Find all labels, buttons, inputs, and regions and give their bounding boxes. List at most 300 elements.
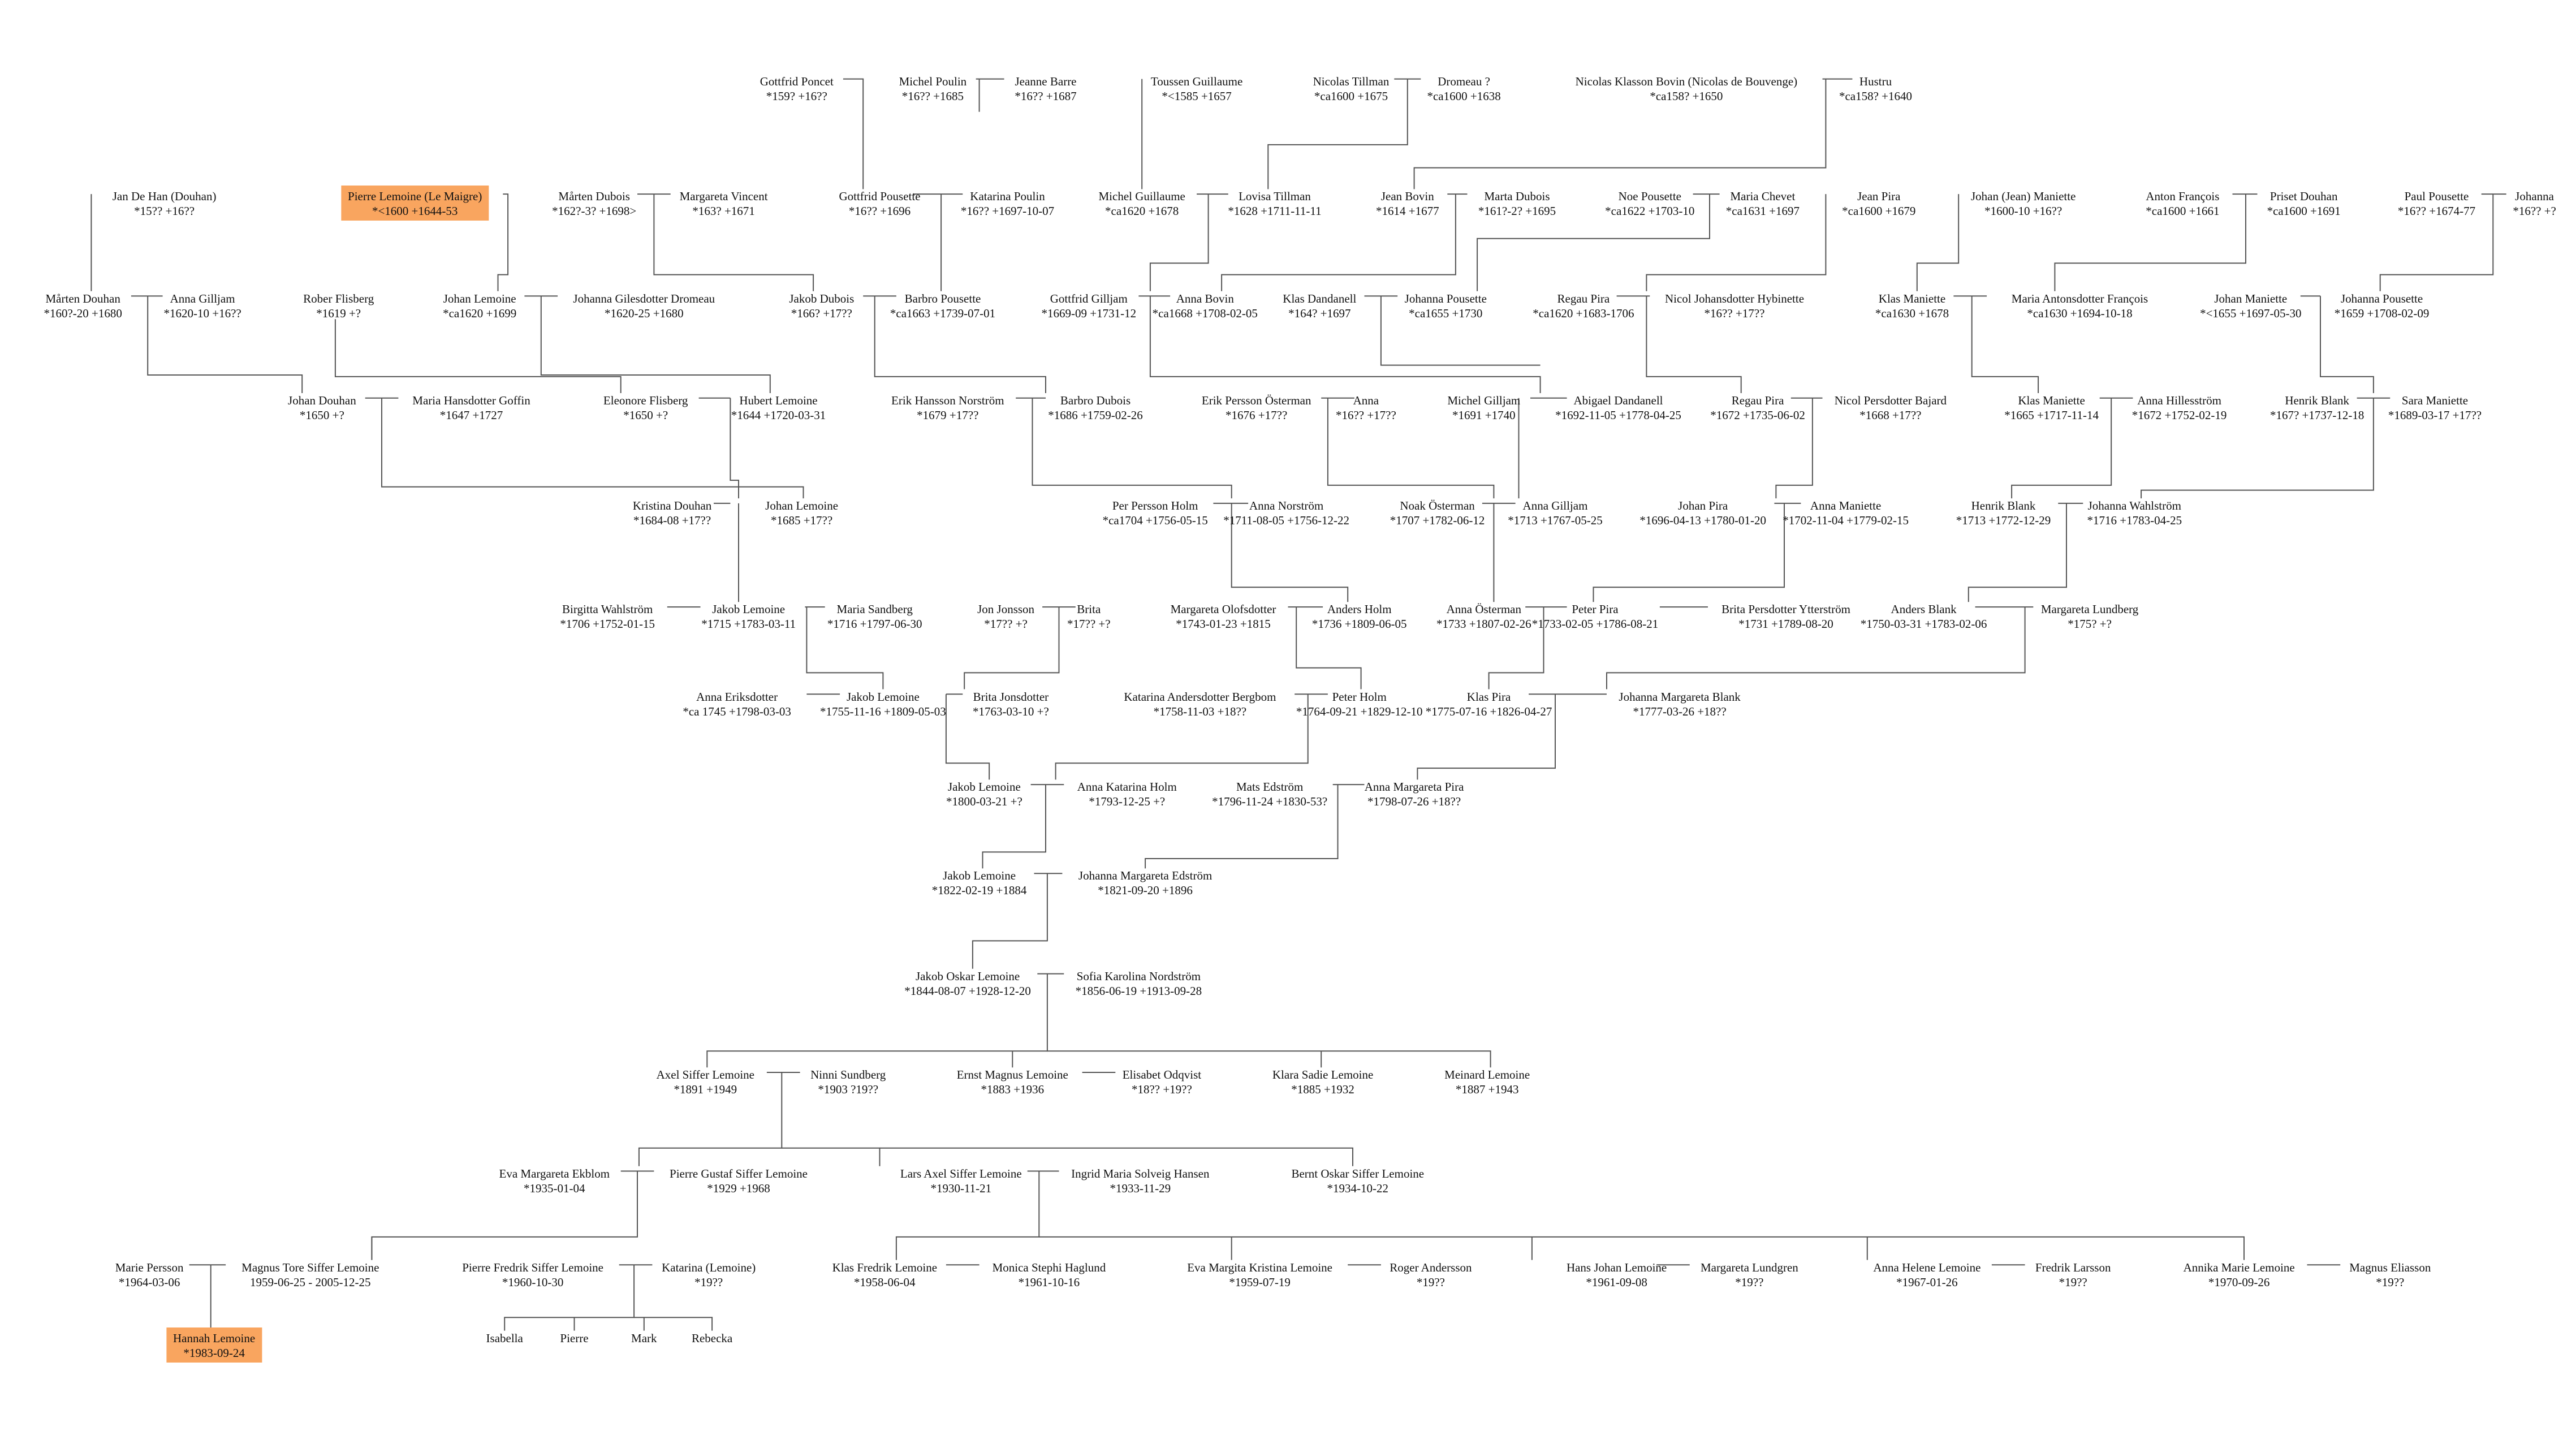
person-ernst-magnus [957, 1067, 1068, 1097]
person-name: Johanna Gilesdotter Dromeau [573, 291, 715, 305]
person-dates: *175? +? [2068, 617, 2112, 631]
person-axel-siffer [657, 1067, 754, 1097]
person-name: Birgitta Wahlström [562, 602, 653, 617]
person-dates: *1798-07-26 +18?? [1367, 795, 1461, 809]
person-barbro-dubois [1048, 393, 1143, 423]
person-erik-norstrom [891, 393, 1004, 423]
person-name: Anna Gilljam [1522, 499, 1588, 513]
connector-line [1047, 1051, 1491, 1067]
person-dates: *ca1600 +1679 [1842, 204, 1916, 218]
person-dates: *<1655 +1697-05-30 [2200, 306, 2302, 320]
person-dates: *<1585 +1657 [1162, 89, 1232, 103]
person-name: Johan Pira [1678, 499, 1728, 513]
person-name: Erik Hansson Norström [891, 394, 1004, 407]
person-birgitta-wahlstrom [560, 602, 655, 631]
person-dates: *ca1620 +1699 [443, 306, 517, 320]
person-johanna-edstrom [1078, 868, 1212, 898]
person-dates: *1647 +1727 [439, 408, 503, 422]
person-name: Anna Gilljam [170, 291, 235, 305]
person-lovisa-tillman [1228, 189, 1321, 218]
person-name: Elisabet Odqvist [1122, 1068, 1202, 1082]
person-dates: *ca1600 +1691 [2267, 204, 2341, 218]
person-name: Mårten Dubois [558, 189, 630, 204]
person-dates: *1733 +1807-02-26 [1436, 617, 1531, 631]
person-name: Regau Pira [1557, 291, 1610, 305]
person-dates: *1934-10-22 [1327, 1181, 1389, 1195]
person-name: Katarina Poulin [970, 189, 1045, 204]
person-name: Maria Sandberg [836, 602, 913, 617]
person-paul-pousette [2398, 189, 2475, 218]
person-abigael-dandanell [1555, 393, 1681, 423]
person-dates: *1731 +1789-08-20 [1738, 617, 1833, 631]
person-anders-holm [1312, 602, 1407, 631]
person-dates: *161?-2? +1695 [1478, 204, 1556, 218]
person-magnus-tore [241, 1260, 379, 1290]
person-jean-bovin [1376, 189, 1439, 218]
person-dates: *1650 +? [623, 408, 668, 422]
person-name: Brita Jonsdotter [973, 689, 1049, 704]
person-dates: *1958-06-04 [854, 1275, 916, 1289]
person-name: Anna Hillesström [2137, 394, 2221, 407]
person-name: Mark [631, 1331, 657, 1345]
person-dates: *1686 +1759-02-26 [1048, 408, 1143, 422]
person-name: Monica Stephi Haglund [992, 1260, 1106, 1274]
person-katarina-poulin [961, 189, 1054, 218]
person-name: Michel Gilljam [1447, 394, 1521, 407]
person-name: Jeanne Barre [1015, 74, 1077, 88]
person-dates: *ca1668 +1708-02-05 [1152, 306, 1258, 320]
person-name: Bernt Oskar Siffer Lemoine [1291, 1166, 1425, 1180]
person-name: Annika Marie Lemoine [2183, 1260, 2295, 1274]
person-name: Priset Douhan [2269, 189, 2338, 204]
person-name: Jon Jonsson [977, 602, 1035, 617]
person-name: Klara Sadie Lemoine [1272, 1068, 1374, 1082]
person-jeanne-barre [1015, 74, 1076, 104]
person-hans-johan [1567, 1260, 1667, 1290]
person-name: Nicolas Klasson Bovin (Nicolas de Bouvenge) [1575, 74, 1798, 88]
person-dates: *1822-02-19 +1884 [931, 883, 1027, 898]
person-name: Gottfrid Poncet [760, 74, 834, 88]
connector-line [1917, 194, 1958, 291]
person-name: Magnus Eliasson [2349, 1260, 2431, 1274]
person-lars-axel [900, 1166, 1022, 1196]
person-name: Magnus Tore Siffer Lemoine [241, 1260, 379, 1274]
person-name: Klas Pira [1466, 689, 1511, 704]
person-elisabet-odqvist [1123, 1067, 1201, 1097]
person-name: Ernst Magnus Lemoine [956, 1068, 1068, 1082]
person-dates: *164? +1697 [1288, 306, 1351, 320]
person-dates: *1684-08 +17?? [633, 514, 711, 528]
person-maria-sandberg [827, 602, 922, 631]
person-johan-lemoine-old [443, 291, 516, 321]
person-name: Erik Persson Österman [1201, 394, 1311, 407]
person-name: Johanna Margareta Blank [1619, 689, 1741, 704]
person-name: Peter Holm [1332, 689, 1387, 704]
person-name: Eva Margita Kristina Lemoine [1187, 1260, 1332, 1274]
person-brita-ytterstrom [1721, 602, 1850, 631]
person-dates: *1702-11-04 +1779-02-15 [1783, 514, 1909, 528]
person-meinard [1444, 1067, 1530, 1097]
person-dates: *1960-10-30 [502, 1275, 564, 1289]
person-bernt-oskar [1291, 1166, 1424, 1196]
person-dates: *1711-08-05 +1756-12-22 [1223, 514, 1349, 528]
person-dromeau [1427, 74, 1500, 104]
person-kristina-douhan [633, 498, 711, 528]
person-name: Anna Helene Lemoine [1873, 1260, 1981, 1274]
person-name: Margareta Vincent [679, 189, 768, 204]
person-magnus-eliasson [2349, 1260, 2431, 1290]
person-dates: *159? +16?? [766, 89, 827, 103]
person-name: Johanna [2515, 189, 2554, 204]
person-anton-francois [2146, 189, 2219, 218]
person-dates: *1665 +1717-11-14 [2004, 408, 2099, 422]
person-michel-poulin [899, 74, 967, 104]
person-anna-helene [1873, 1260, 1980, 1290]
person-name: Marta Dubois [1484, 189, 1550, 204]
person-hubert-lemoine [731, 393, 826, 423]
person-anna-norstrom [1223, 498, 1349, 528]
person-name: Anna Katarina Holm [1077, 780, 1177, 794]
person-name: Jakob Lemoine [943, 869, 1016, 883]
person-gottfrid-gilljam [1042, 291, 1137, 321]
person-dates: *16?? +1687 [1015, 89, 1077, 103]
person-johanna-dromeau [573, 291, 715, 321]
person-dates: *162?-3? +1698> [552, 204, 637, 218]
person-name: Johan Lemoine [443, 291, 516, 305]
person-dates: *1689-03-17 +17?? [2388, 408, 2482, 422]
person-johanna-top [2513, 189, 2556, 218]
person-name: Brita [1077, 602, 1101, 617]
connector-line [782, 1148, 879, 1166]
person-name: Ninni Sundberg [810, 1068, 886, 1082]
person-dates: *19?? [1735, 1275, 1764, 1289]
person-name: Noak Österman [1400, 499, 1475, 513]
person-dates: *1935-01-04 [524, 1181, 585, 1195]
person-jan-de-han [113, 189, 217, 218]
person-name: Maria Antonsdotter François [2011, 291, 2148, 305]
person-regau-pira-a [1533, 291, 1634, 321]
person-dates: *1764-09-21 +1829-12-10 [1296, 704, 1423, 718]
person-name: Pierre [560, 1331, 589, 1345]
person-dates: *160?-20 +1680 [44, 306, 122, 320]
person-sara-maniette [2388, 393, 2482, 423]
person-dates: *16?? +17?? [1335, 408, 1396, 422]
person-dates: *ca1600 +1661 [2146, 204, 2220, 218]
person-michel-guillaume [1098, 189, 1185, 218]
person-name: Dromeau ? [1438, 74, 1490, 88]
person-name: Gottfrid Pousette [839, 189, 921, 204]
person-name: Katarina Andersdotter Bergbom [1124, 689, 1276, 704]
person-dates: *1959-07-19 [1229, 1275, 1291, 1289]
person-nicolas-bovin [1576, 74, 1798, 104]
person-dates: *19?? [2376, 1275, 2405, 1289]
person-dates: *1933-11-29 [1110, 1181, 1171, 1195]
person-name: Margareta Olofsdotter [1170, 602, 1276, 617]
person-name: Jean Pira [1857, 189, 1901, 204]
person-dates: *1763-03-10 +? [972, 704, 1049, 718]
person-name: Klas Fredrik Lemoine [832, 1260, 938, 1274]
person-sofia-nordstrom [1076, 969, 1202, 998]
person-monica-haglund [993, 1260, 1106, 1290]
person-dates: *1883 +1936 [981, 1083, 1045, 1097]
person-dates: *1707 +1782-06-12 [1390, 514, 1485, 528]
person-dates: *1961-09-08 [1586, 1275, 1647, 1289]
person-annika-marie [2184, 1260, 2295, 1290]
person-anna-bovin [1153, 291, 1258, 321]
person-dates: *1743-01-23 +1815 [1176, 617, 1271, 631]
person-dates: *ca1655 +1730 [1409, 306, 1483, 320]
person-name: Paul Pousette [2404, 189, 2469, 204]
person-dates: *ca158? +1650 [1650, 89, 1723, 103]
person-dates: *1716 +1797-06-30 [827, 617, 922, 631]
person-katarina-lemoine [662, 1260, 756, 1290]
person-rebecka [692, 1331, 732, 1346]
person-dates: *1668 +17?? [1859, 408, 1922, 422]
person-dates: *1970-09-26 [2208, 1275, 2270, 1289]
person-margareta-vincent [680, 189, 768, 218]
person-name: Pierre Lemoine (Le Maigre) [348, 189, 482, 204]
person-name: Meinard Lemoine [1444, 1068, 1530, 1082]
person-dates: *15?? +16?? [134, 204, 195, 218]
person-dates: *ca 1745 +1798-03-03 [683, 704, 791, 718]
person-name: Henrik Blank [2285, 394, 2350, 407]
person-dates: *ca158? +1640 [1839, 89, 1913, 103]
person-pierre-fredrik [462, 1260, 603, 1290]
person-name: Margareta Lundberg [2040, 602, 2139, 617]
person-anna-osterman [1436, 602, 1531, 631]
person-name: Anna [1353, 394, 1379, 407]
person-dates: *1844-08-07 +1928-12-20 [904, 984, 1031, 998]
person-name: Nicol Persdotter Bajard [1834, 394, 1947, 407]
person-per-holm [1103, 498, 1208, 528]
person-maria-francois [2012, 291, 2148, 321]
person-dates: *16?? +17?? [1704, 306, 1765, 320]
person-michel-gilljam [1447, 393, 1520, 423]
person-dates: *16?? +1697-10-07 [960, 204, 1055, 218]
person-name: Mårten Douhan [45, 291, 120, 305]
person-anna-gilljam-b [1508, 498, 1603, 528]
person-rober-flisberg [303, 291, 374, 321]
person-dates: *ca1630 +1694-10-18 [2027, 306, 2133, 320]
person-margareta-olofsdotter [1171, 602, 1276, 631]
person-mark [631, 1331, 657, 1346]
person-eleonore-flisberg [603, 393, 688, 423]
person-name: Johan Douhan [288, 394, 356, 407]
person-dates: *1696-04-13 +1780-01-20 [1639, 514, 1766, 528]
person-dates: *1620-25 +1680 [604, 306, 684, 320]
person-johan-lemoine-b [765, 498, 838, 528]
person-dates: *17?? +? [984, 617, 1028, 631]
person-dates: *1885 +1932 [1291, 1083, 1354, 1097]
person-name: Henrik Blank [1971, 499, 2036, 513]
person-name: Anna Norström [1249, 499, 1324, 513]
person-toussen-guillaume [1151, 74, 1242, 104]
person-name: Jean Bovin [1380, 189, 1434, 204]
person-name: Hans Johan Lemoine [1566, 1260, 1667, 1274]
person-dates: *166? +17?? [791, 306, 852, 320]
person-klas-maniette-a [1875, 291, 1949, 321]
person-peter-pira-a [1532, 602, 1659, 631]
person-name: Abigael Dandanell [1573, 394, 1663, 407]
person-regau-pira-b [1710, 393, 1805, 423]
person-name: Hustru [1859, 74, 1892, 88]
person-dates: *1964-03-06 [118, 1275, 180, 1289]
person-hustru [1839, 74, 1912, 104]
person-dates: *1706 +1752-01-15 [560, 617, 655, 631]
person-name: Michel Poulin [899, 74, 967, 88]
person-dates: *1650 +? [299, 408, 344, 422]
person-dates: *1685 +17?? [770, 514, 833, 528]
person-name: Fredrik Larsson [2035, 1260, 2111, 1274]
person-name: Toussen Guillaume [1150, 74, 1243, 88]
person-dates: *1713 +1772-12-29 [1956, 514, 2051, 528]
person-name: Anna Österman [1446, 602, 1521, 617]
person-pierre-child [560, 1331, 588, 1346]
person-isabella [486, 1331, 523, 1346]
person-dates: *19?? [1416, 1275, 1445, 1289]
person-dates: *1614 +1677 [1376, 204, 1439, 218]
person-dates: *ca1622 +1703-10 [1605, 204, 1695, 218]
person-name: Anders Holm [1327, 602, 1392, 617]
person-johanna-wahlstrom [2087, 498, 2182, 528]
person-name: Noe Pousette [1618, 189, 1681, 204]
person-maria-chevet [1726, 189, 1800, 218]
person-dates: *1736 +1809-06-05 [1311, 617, 1407, 631]
person-name: Eleonore Flisberg [603, 394, 688, 407]
person-johanna-blank [1619, 689, 1740, 719]
person-anna-gilljam-old [163, 291, 241, 321]
person-dates: *<1600 +1644-53 [372, 204, 458, 218]
person-dates: *1758-11-03 +18?? [1153, 704, 1247, 718]
person-anna-holm [1077, 779, 1177, 809]
person-nicol-bajard [1835, 393, 1947, 423]
person-brita [1067, 602, 1111, 631]
person-dates: *1716 +1783-04-25 [2087, 514, 2182, 528]
connector-line [498, 194, 508, 291]
person-name: Gottfrid Gilljam [1050, 291, 1128, 305]
person-name: Ingrid Maria Solveig Hansen [1071, 1166, 1210, 1180]
person-name: Marie Persson [115, 1260, 184, 1274]
person-anna-hillestrom [2132, 393, 2227, 423]
person-dates: *1692-11-05 +1778-04-25 [1555, 408, 1681, 422]
person-dates: *ca1630 +1678 [1875, 306, 1949, 320]
person-klas-fredrik [832, 1260, 937, 1290]
person-name: Margareta Lundgren [1700, 1260, 1798, 1274]
person-dates: *17?? +? [1067, 617, 1111, 631]
person-jakob-lemoine-b [820, 689, 946, 719]
person-name: Johanna Wahlström [2087, 499, 2181, 513]
person-nicolas-tillman [1313, 74, 1390, 104]
person-dates: *1793-12-25 +? [1089, 795, 1166, 809]
person-dates: *ca1600 +1675 [1314, 89, 1388, 103]
person-dates: *1644 +1720-03-31 [731, 408, 826, 422]
person-name: Peter Pira [1572, 602, 1619, 617]
person-jakob-lemoine-d [932, 868, 1027, 898]
person-dates: *167? +1737-12-18 [2269, 408, 2364, 422]
person-ingrid-hansen [1071, 1166, 1209, 1196]
person-name: Nicolas Tillman [1313, 74, 1390, 88]
person-name: Regau Pira [1731, 394, 1784, 407]
person-hannah-lemoine [166, 1327, 262, 1363]
person-dates: *1733-02-05 +1786-08-21 [1531, 617, 1659, 631]
person-dates: 1959-06-25 - 2005-12-25 [250, 1275, 371, 1289]
person-margareta-lundgren [1701, 1260, 1798, 1290]
person-name: Klas Dandanell [1283, 291, 1357, 305]
person-nicol-hybinette [1665, 291, 1804, 321]
person-henrik-blank-a [2270, 393, 2364, 423]
person-name: Katarina (Lemoine) [662, 1260, 756, 1274]
person-dates: *1659 +1708-02-09 [2334, 306, 2430, 320]
person-dates: *1929 +1968 [707, 1181, 770, 1195]
person-dates: *1691 +1740 [1452, 408, 1516, 422]
person-name: Jan De Han (Douhan) [112, 189, 217, 204]
person-marie-persson [115, 1260, 184, 1290]
person-name: Johan (Jean) Maniette [1970, 189, 2076, 204]
person-johanna-pousette-b [2335, 291, 2430, 321]
person-dates: *1628 +1711-11-11 [1228, 204, 1322, 218]
person-dates: *ca1663 +1739-07-01 [890, 306, 996, 320]
person-dates: *1775-07-16 +1826-04-27 [1425, 704, 1552, 718]
person-dates: *ca1600 +1638 [1427, 89, 1501, 103]
person-name: Johan Lemoine [765, 499, 839, 513]
person-name: Isabella [486, 1331, 523, 1345]
person-brita-jonsdotter [973, 689, 1049, 719]
person-dates: *1619 +? [316, 306, 361, 320]
person-name: Jakob Dubois [789, 291, 855, 305]
person-gottfrid-poncet [760, 74, 834, 104]
person-dates: *1715 +1783-03-11 [701, 617, 796, 631]
person-dates: *163? +1671 [692, 204, 755, 218]
person-jakob-dubois [789, 291, 854, 321]
person-name: Anna Margareta Pira [1364, 780, 1464, 794]
person-klas-dandanell [1283, 291, 1356, 321]
person-name: Anders Blank [1891, 602, 1957, 617]
person-name: Jakob Oskar Lemoine [915, 969, 1020, 983]
person-dates: *ca1620 +1678 [1105, 204, 1179, 218]
person-eva-margita [1187, 1260, 1332, 1290]
person-marta-dubois [1478, 189, 1556, 218]
person-pierre-lemoine-old [341, 186, 489, 221]
person-name: Roger Andersson [1390, 1260, 1472, 1274]
person-gottfrid-pousette [839, 189, 920, 218]
person-jakob-lemoine-a [701, 602, 796, 631]
person-johan-jean-maniette [1971, 189, 2076, 218]
person-name: Klas Maniette [1878, 291, 1946, 305]
person-mats-edstrom [1212, 779, 1327, 809]
person-anna-x [1336, 393, 1396, 423]
person-dates: *1961-10-16 [1018, 1275, 1080, 1289]
person-name: Axel Siffer Lemoine [656, 1068, 754, 1082]
person-name: Barbro Dubois [1060, 394, 1131, 407]
person-roger-andersson [1390, 1260, 1472, 1290]
person-name: Per Persson Holm [1112, 499, 1198, 513]
person-marten-dubois [552, 189, 636, 218]
person-johan-douhan [288, 393, 356, 423]
person-name: Brita Persdotter Ytterström [1721, 602, 1850, 617]
person-katarina-bergbom [1124, 689, 1276, 719]
person-margareta-lundberg [2041, 602, 2138, 631]
person-dates: *1887 +1943 [1455, 1083, 1519, 1097]
person-klara-sadie [1272, 1067, 1373, 1097]
person-name: Lars Axel Siffer Lemoine [900, 1166, 1022, 1180]
person-dates: *16?? +? [2513, 204, 2556, 218]
person-name: Rebecka [691, 1331, 733, 1345]
person-name: Kristina Douhan [632, 499, 712, 513]
person-johan-maniette [2200, 291, 2301, 321]
person-erik-osterman [1202, 393, 1311, 423]
person-name: Johanna Pousette [2340, 291, 2423, 305]
person-name: Pierre Gustaf Siffer Lemoine [670, 1166, 808, 1180]
